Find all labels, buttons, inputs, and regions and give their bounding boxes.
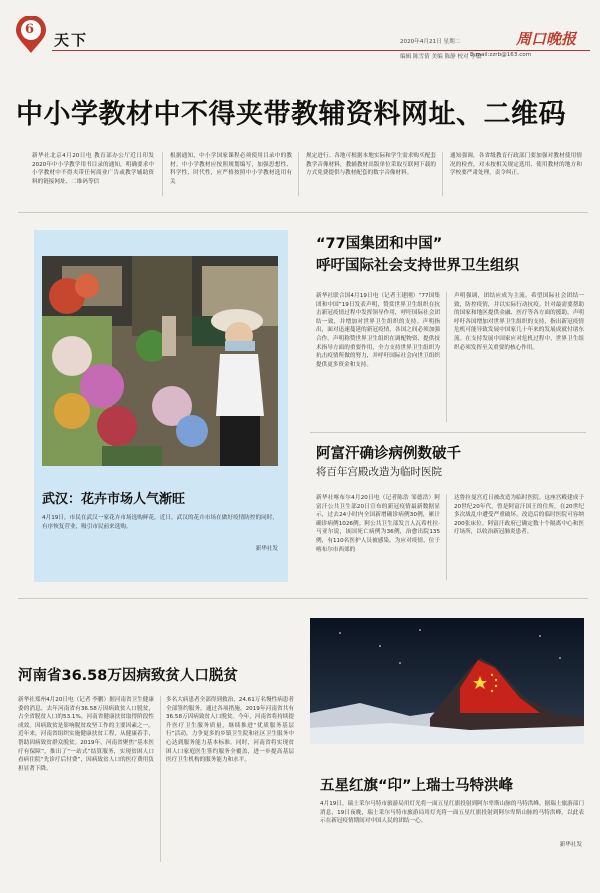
feature-headline: 武汉：花卉市场人气渐旺 [42, 492, 186, 507]
section-rule [310, 432, 586, 433]
afghan-headline: 阿富汗确诊病例数破千 [316, 446, 461, 462]
swiss-caption: 4月19日，瑞士采尔马特市旅游局用灯光将一面五星红旗投射到阿尔卑斯山脉的马特洪峰。据瑞士旅游部门消息，19日夜晚，瑞士采尔马特市旅游局用灯光将一面五星红旗投射到阿尔卑斯山脉的马特洪峰，以此表示在新冠疫情期间对中国人民的团结一心。 [320, 801, 584, 825]
column-divider [160, 696, 161, 862]
page-number: 6 [25, 22, 35, 37]
afghan-col2: 达鲁拉曼宫近日被改造为临时医院。这座宫殿建成于20世纪20年代，曾是阿富汗国王的住所，在20世纪多次战乱中遭受严重破坏。改造后的临时医院可容纳200张床位。阿富汗政府已确定数十个隔离中心和医疗场所，以收治新冠肺炎患者。 [454, 495, 584, 536]
section-rule [18, 598, 588, 599]
newspaper-logo: 周口晚报 [516, 30, 577, 48]
email-address: E-mail:zzrb@163.com [470, 52, 532, 58]
section-rule [18, 212, 588, 213]
main-story-col3: 规定进行。各地可根据本地实际和学生需求购买配套教学音像材料，教辅教材出版单位采取互联网下载的方式免费提供与教材配套的数字音像材料。 [306, 153, 436, 177]
afghan-subheadline: 将百年宫殿改造为临时医院 [316, 466, 442, 478]
main-headline: 中小学教材中不得夹带教辅资料网址、二维码 [16, 99, 566, 130]
column-divider [442, 152, 443, 196]
g77-col2: 声明强调，团结应成为主流。希望国际社会团结一致，防控疫情，并以实际行动抗疫。针对最需要帮助的国家和地区提供金融、医疗等各方面的援助。声明呼吁各国增加对世界卫生组织的支持，指出新冠疫情危机可能导致发展中国家几十年来的发展成就付诸东流。在支持发展中国家应对危机过程中，世界卫生组织必须发挥至关重要的核心作用。 [454, 293, 584, 351]
main-story-col4: 通知强调，各省级教育行政部门要加强对教材使用情况的检查，对未按相关规定选用、使用教材的地方和学校要严肃处理，责令纠正。 [450, 153, 582, 177]
feature-caption: 4月19日，市民在武汉一家花卉市场选购鲜花。近日，武汉的花卉市场在做好疫情防控的同时，有序恢复营业，吸引市民前来选购。 [42, 515, 278, 530]
column-divider [446, 292, 447, 422]
column-divider [162, 152, 163, 196]
matterhorn-flag-photo [310, 618, 584, 744]
afghan-col1: 新华社喀布尔4月20日电（记者陈浩 邹德浩）阿富汗公共卫生部20日宣布的新冠疫情最新数据显示，过去24小时内全国新增确诊病例30例，累计确诊病例1026例。阿公共卫生部发言人瓦希杜拉·马亚尔说，该国死亡病例为36例，治愈出院135例，有110名医护人员被感染。为应对疫情，位于喀布尔市西郊的 [316, 495, 440, 553]
column-divider [446, 494, 447, 580]
issue-date: 2020年4月21日 星期二 [400, 39, 461, 45]
main-story-col2: 根据通知，中小学国家课程必须使用目录中的教材。中小学教材应按照规划编写，加强思想性、科学性、时代性，应严格按照中小学教材选用有关 [170, 153, 292, 185]
column-divider [298, 152, 299, 196]
main-story-col1: 新华社北京4月20日电 教育部办公厅近日印发2020年中小学教学用书目录的通知，明确要求中小学教材中不得夹带任何商业广告或教学辅助资料的链接网址、二维码等信 [32, 153, 154, 185]
swiss-headline: 五星红旗“印”上瑞士马特洪峰 [320, 778, 514, 794]
feature-byline: 新华社发 [255, 546, 278, 552]
g77-subheadline: 呼吁国际社会支持世界卫生组织 [316, 258, 519, 274]
henan-col2: 多名大病患者全部得到救治，24.61万名慢性病患者全部签约服务。通过各项措施，2019年河南省共有36.58万因病致贫人口脱贫。今年，河南省将持续提升医疗卫生服务质量，继续推进“优质服务基层行”活动，力争更多的乡镇卫生院和社区卫生服务中心达到服务能力基本标准。同时，河南省将实现贫困人口家庭医生签约服务全覆盖，进一步提高基层医疗卫生机构的服务能力和水平。 [166, 697, 294, 764]
editor-credits: 编辑 陈雪倩 美编 陈静 校对 李敏 [400, 54, 482, 60]
g77-headline: “77国集团和中国” [316, 236, 443, 252]
g77-col1: 新华社联合国4月19日电（记者王建刚）“77国集团和中国”19日发表声明，赞赏世界卫生组织在抗击新冠疫情过程中发挥领导作用，呼吁国际社会团结一致，并增加对世界卫生组织的支持。声明指出，面对迅速蔓延的新冠疫情，各国之间必须加强合作。声明称赞世界卫生组织在调配物资、提供技术指导方面的重要作用，全力支持世界卫生组织为抗击疫情所做的努力，并呼吁国际社会向世卫组织提供更多资金和支持。 [316, 293, 440, 368]
henan-col1: 新华社郑州4月20日电（记者 李鹏）据河南省卫生健康委的消息，去年河南省有36.58万因病致贫人口脱贫，占全省脱贫人口的53.1%。河南省健康扶贫取得阶段性成效。因病致贫是影响脱贫攻坚工作的主要因素之一。近年来，河南省组织实施健康扶贫工程，从健康着手，帮助因病致贫群众脱贫。2019年，河南省聚焦“基本医疗有保障”，推出了“一站式”结算服务，实现贫困人口看病住院“先诊疗后付费”，因病致贫人口的医疗费用负担显著下降。 [18, 697, 154, 772]
henan-headline: 河南省36.58万因病致贫人口脱贫 [18, 668, 238, 684]
section-title: 天下 [54, 31, 89, 49]
flower-market-photo [42, 256, 278, 466]
swiss-byline: 新华社发 [559, 842, 582, 848]
masthead-rule [52, 50, 590, 51]
